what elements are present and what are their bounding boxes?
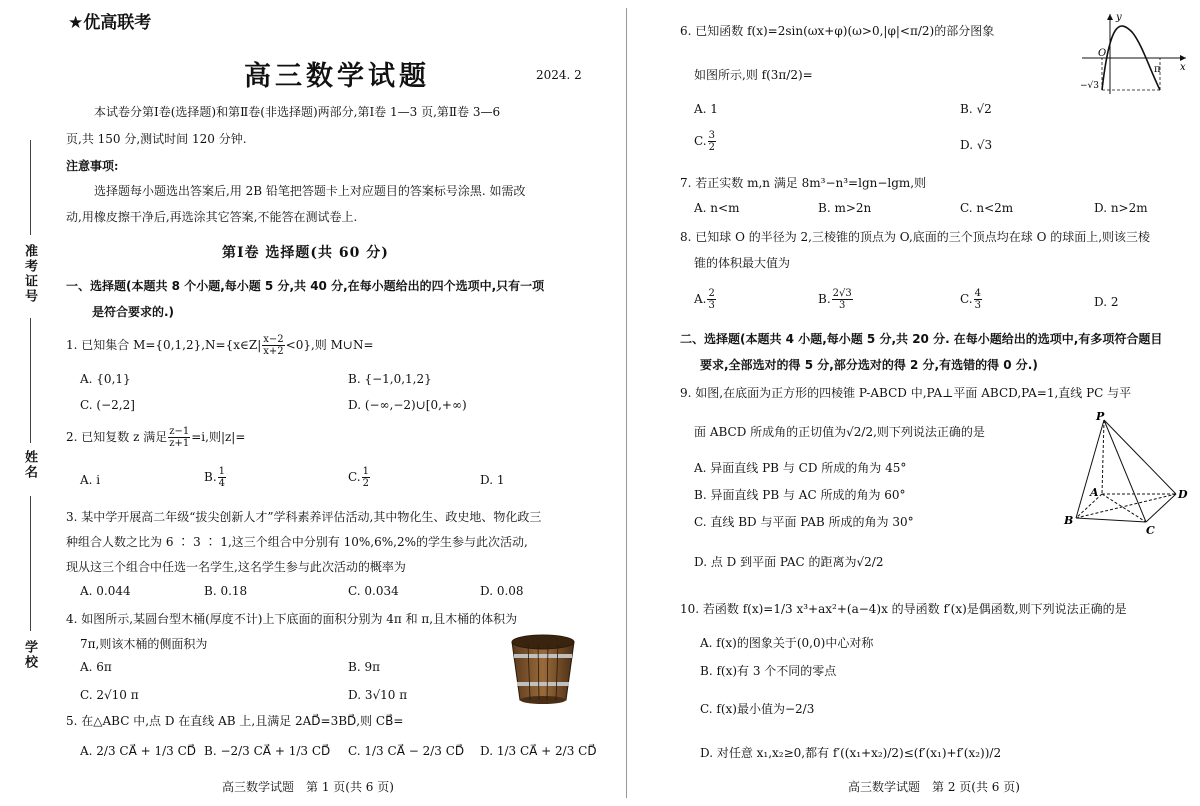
section1-title-line-2: 是符合要求的.) xyxy=(92,305,175,319)
q9-option-a: A. 异面直线 PB 与 CD 所成的角为 45° xyxy=(694,461,907,475)
question-8-line-2: 锥的体积最大值为 xyxy=(694,256,791,270)
fig-label-c: C xyxy=(1146,524,1155,536)
question-4-line-2: 7π,则该木桶的侧面积为 xyxy=(80,637,208,651)
fig-label-b: B xyxy=(1064,514,1074,527)
section2-title-line-1: 二、选择题(本题共 4 小题,每小题 5 分,共 20 分. 在每小题给出的选项中,有多项符合题目 xyxy=(680,332,1163,346)
question-9-line-1: 9. 如图,在底面为正方形的四棱锥 P-ABCD 中,PA⊥平面 ABCD,PA=1,直线 PC 与平 xyxy=(680,386,1132,400)
q1-option-d: D. (−∞,−2)∪[0,+∞) xyxy=(348,398,467,412)
sine-graph-figure xyxy=(1080,10,1190,96)
question-2-stem: 2. 已知复数 z 满足 $\frac{z-1}{z+1}$ =i,则|z|= xyxy=(66,426,246,449)
q5-option-b: B. −2/3 CA⃗ + 1/3 CD⃗ xyxy=(204,744,331,758)
exam-date: 2024. 2 xyxy=(536,68,582,82)
q9-option-d: D. 点 D 到平面 PAC 的距离为√2/2 xyxy=(694,555,884,569)
graph-neg-sqrt3-label: −√3 xyxy=(1080,81,1100,91)
question-4-line-1: 4. 如图所示,某圆台型木桶(厚度不计)上下底面的面积分别为 4π 和 π,且木桶的体积为 xyxy=(66,612,518,626)
question-1-stem: 1. 已知集合 M={0,1,2},N={x∈Z| $\frac{x-2}{x+2}$ <0},则 M∪N= xyxy=(66,334,374,357)
q8-option-b: B. $\frac{2√3}{3}$ xyxy=(818,288,852,311)
q6-option-b: B. √2 xyxy=(960,102,992,116)
q7-option-b: B. m>2n xyxy=(818,201,872,215)
notes-title: 注意事项: xyxy=(66,159,119,173)
sidebar-name-label: 姓名 xyxy=(22,450,37,480)
question-6-line-2: 如图所示,则 f(3π/2)= xyxy=(694,68,813,82)
question-3-line-2: 种组合人数之比为 6 ∶ 3 ∶ 1,这三个组合中分别有 10%,6%,2%的学生参与此次活动, xyxy=(66,535,528,549)
sidebar-exam-id-label: 准考证号 xyxy=(22,244,37,304)
question-10-stem: 10. 若函数 f(x)=1/3 x³+ax²+(a−4)x 的导函数 f′(x)是偶函数,则下列说法正确的是 xyxy=(680,602,1127,616)
q2-option-d: D. 1 xyxy=(480,473,505,487)
column-divider xyxy=(626,8,627,798)
fig-label-p: P xyxy=(1096,410,1105,423)
q5-option-a: A. 2/3 CA⃗ + 1/3 CD⃗ xyxy=(80,744,197,758)
question-7-stem: 7. 若正实数 m,n 满足 8m³−n³=lgn−lgm,则 xyxy=(680,176,927,190)
page-title: 高三数学试题 xyxy=(244,61,430,92)
question-6-line-1: 6. 已知函数 f(x)=2sin(ωx+φ)(ω>0,|φ|<π/2)的部分图象 xyxy=(680,24,995,38)
q6-option-c: C. $\frac{3}{2}$ xyxy=(694,130,715,153)
intro-line-2: 页,共 150 分,测试时间 120 分钟. xyxy=(66,132,247,146)
q3-option-b: B. 0.18 xyxy=(204,584,248,598)
q5-option-d: D. 1/3 CA⃗ + 2/3 CD⃗ xyxy=(480,744,597,758)
q6-option-a: A. 1 xyxy=(694,102,718,116)
q10-option-a: A. f(x)的图象关于(0,0)中心对称 xyxy=(700,636,874,650)
notes-line-1: 选择题每小题选出答案后,用 2B 铅笔把答题卡上对应题目的答案标号涂黑. 如需改 xyxy=(94,184,526,198)
wooden-bucket-icon xyxy=(508,632,578,706)
fig-label-a: A xyxy=(1090,486,1099,499)
part1-heading: 第Ⅰ卷 选择题(共 60 分) xyxy=(222,245,389,261)
section1-title-line-1: 一、选择题(本题共 8 个小题,每小题 5 分,共 40 分,在每小题给出的四个选项中,只有一项 xyxy=(66,279,545,293)
q1-option-c: C. (−2,2] xyxy=(80,398,135,412)
q9-option-b: B. 异面直线 PB 与 AC 所成的角为 60° xyxy=(694,488,906,502)
q10-option-d: D. 对任意 x₁,x₂≥0,都有 f′((x₁+x₂)/2)≤(f′(x₁)+f′(x₂))/2 xyxy=(700,746,1002,760)
q4-option-a: A. 6π xyxy=(80,660,112,674)
question-5-stem: 5. 在△ABC 中,点 D 在直线 AB 上,且满足 2AD⃗=3BD⃗,则 CB⃗= xyxy=(66,714,404,728)
notes-line-2: 动,用橡皮擦干净后,再选涂其它答案,不能答在测试卷上. xyxy=(66,210,358,224)
q10-option-c: C. f(x)最小值为−2/3 xyxy=(700,702,815,716)
pyramid-figure xyxy=(1060,410,1190,536)
q3-option-d: D. 0.08 xyxy=(480,584,524,598)
q8-option-c: C. $\frac{4}{3}$ xyxy=(960,288,981,311)
q4-option-d: D. 3√10 π xyxy=(348,688,408,702)
question-3-line-1: 3. 某中学开展高二年级“拔尖创新人才”学科素养评估活动,其中物化生、政史地、物化政三 xyxy=(66,510,542,524)
q10-option-b: B. f(x)有 3 个不同的零点 xyxy=(700,664,837,678)
question-8-line-1: 8. 已知球 O 的半径为 2,三棱锥的顶点为 O,底面的三个顶点均在球 O 的球面上,则该三棱 xyxy=(680,230,1151,244)
graph-origin-label: O xyxy=(1098,48,1107,59)
question-9-line-2: 面 ABCD 所成角的正切值为√2/2,则下列说法正确的是 xyxy=(694,425,985,439)
q3-option-a: A. 0.044 xyxy=(80,584,131,598)
sidebar-line xyxy=(30,496,31,631)
q9-option-c: C. 直线 BD 与平面 PAB 所成的角为 30° xyxy=(694,515,914,529)
sidebar-line xyxy=(30,140,31,235)
q7-option-a: A. n<m xyxy=(694,201,740,215)
brand-label: ★优高联考 xyxy=(68,13,152,33)
q4-option-b: B. 9π xyxy=(348,660,380,674)
q2-option-a: A. i xyxy=(80,473,101,487)
graph-y-label: y xyxy=(1116,12,1122,23)
sidebar-school-label: 学校 xyxy=(22,640,37,670)
sidebar-line xyxy=(30,318,31,443)
q1-option-b: B. {−1,0,1,2} xyxy=(348,372,432,386)
q6-option-d: D. √3 xyxy=(960,138,993,152)
q3-option-c: C. 0.034 xyxy=(348,584,399,598)
fig-label-d: D xyxy=(1178,488,1188,501)
graph-pi-label: π xyxy=(1154,64,1161,75)
q2-option-b: B. $\frac{1}{4}$ xyxy=(204,466,226,489)
graph-x-label: x xyxy=(1180,62,1186,73)
footer-right: 高三数学试题 第 2 页(共 6 页) xyxy=(848,780,1020,794)
section2-title-line-2: 要求,全部选对的得 5 分,部分选对的得 2 分,有选错的得 0 分.) xyxy=(700,358,1038,372)
q8-option-a: A. $\frac{2}{3}$ xyxy=(694,288,715,311)
q1-option-a: A. {0,1} xyxy=(80,372,131,386)
q7-option-c: C. n<2m xyxy=(960,201,1014,215)
intro-line-1: 本试卷分第Ⅰ卷(选择题)和第Ⅱ卷(非选择题)两部分,第Ⅰ卷 1—3 页,第Ⅱ卷 3—6 xyxy=(94,105,501,119)
q5-option-c: C. 1/3 CA⃗ − 2/3 CD⃗ xyxy=(348,744,465,758)
q2-option-c: C. $\frac{1}{2}$ xyxy=(348,466,369,489)
q4-option-c: C. 2√10 π xyxy=(80,688,139,702)
question-3-line-3: 现从这三个组合中任选一名学生,这名学生参与此次活动的概率为 xyxy=(66,560,406,574)
q7-option-d: D. n>2m xyxy=(1094,201,1148,215)
footer-left: 高三数学试题 第 1 页(共 6 页) xyxy=(222,780,394,794)
q8-option-d: D. 2 xyxy=(1094,295,1119,309)
